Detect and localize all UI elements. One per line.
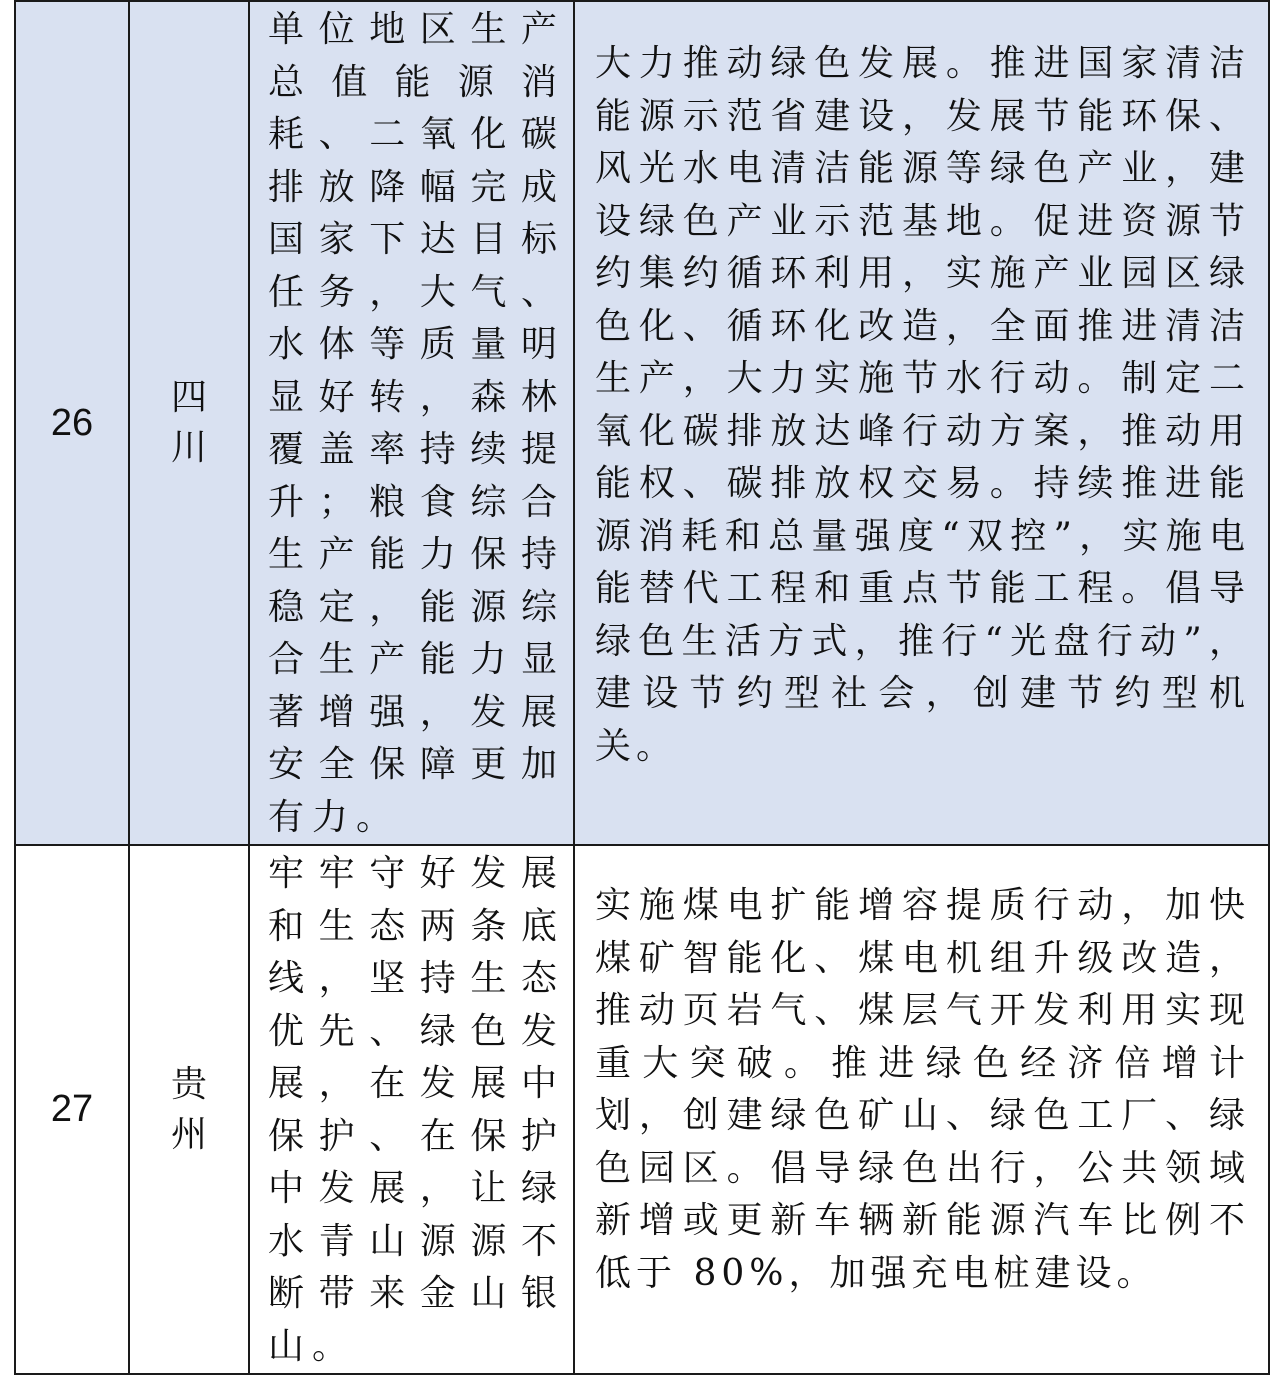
row-number: 27 [15, 845, 129, 1374]
measures-text: 实施煤电扩能增容提质行动，加快煤矿智能化、煤电机组升级改造，推动页岩气、煤层气开发利用实现重大突破。推进绿色经济倍增计划，创建绿色矿山、绿色工厂、绿色园区。倡导绿色出行，公共领域新增或更新车辆新能源汽车比例不低于 80%，加强充电桩建设。 [595, 885, 1250, 1294]
row-number: 26 [15, 1, 129, 845]
goals-text: 牢牢守好发展和生态两条底线，坚持生态优先、绿色发展，在发展中保护、在保护中发展，让绿水青山源源不断带来金山银山。 [268, 853, 565, 1367]
province-char: 四 [170, 377, 207, 418]
goals-cell [249, 1, 574, 845]
table-row-sichuan [15, 1, 1269, 845]
table-row-guizhou [15, 845, 1269, 1374]
province-char: 州 [170, 1113, 207, 1155]
measures-cell [574, 845, 1269, 1374]
province-char: 川 [170, 427, 207, 468]
province-char: 贵 [170, 1063, 207, 1105]
goals-text: 单位地区生产总值能源消耗、二氧化碳排放降幅完成国家下达目标任务，大气、水体等质量明显好转，森林覆盖率持续提升；粮食综合生产能力保持稳定，能源综合生产能力显著增强，发展安全保障更加有力。 [268, 9, 565, 838]
goals-cell [249, 845, 574, 1374]
measures-text: 大力推动绿色发展。推进国家清洁能源示范省建设，发展节能环保、风光水电清洁能源等绿色产业，建设绿色产业示范基地。促进资源节约集约循环利用，实施产业园区绿色化、循环化改造，全面推进清洁生产，大力实施节水行动。制定二氧化碳排放达峰行动方案，推动用能权、碳排放权交易。持续推进能源消耗和总量强度“双控”，实施电能替代工程和重点节能工程。倡导绿色生活方式，推行“光盘行动”，建设节约型社会，创建节约型机关。 [595, 43, 1250, 767]
measures-cell [574, 1, 1269, 845]
province-measures-table [14, 0, 1270, 1375]
province-name [129, 845, 249, 1374]
province-name [129, 1, 249, 845]
